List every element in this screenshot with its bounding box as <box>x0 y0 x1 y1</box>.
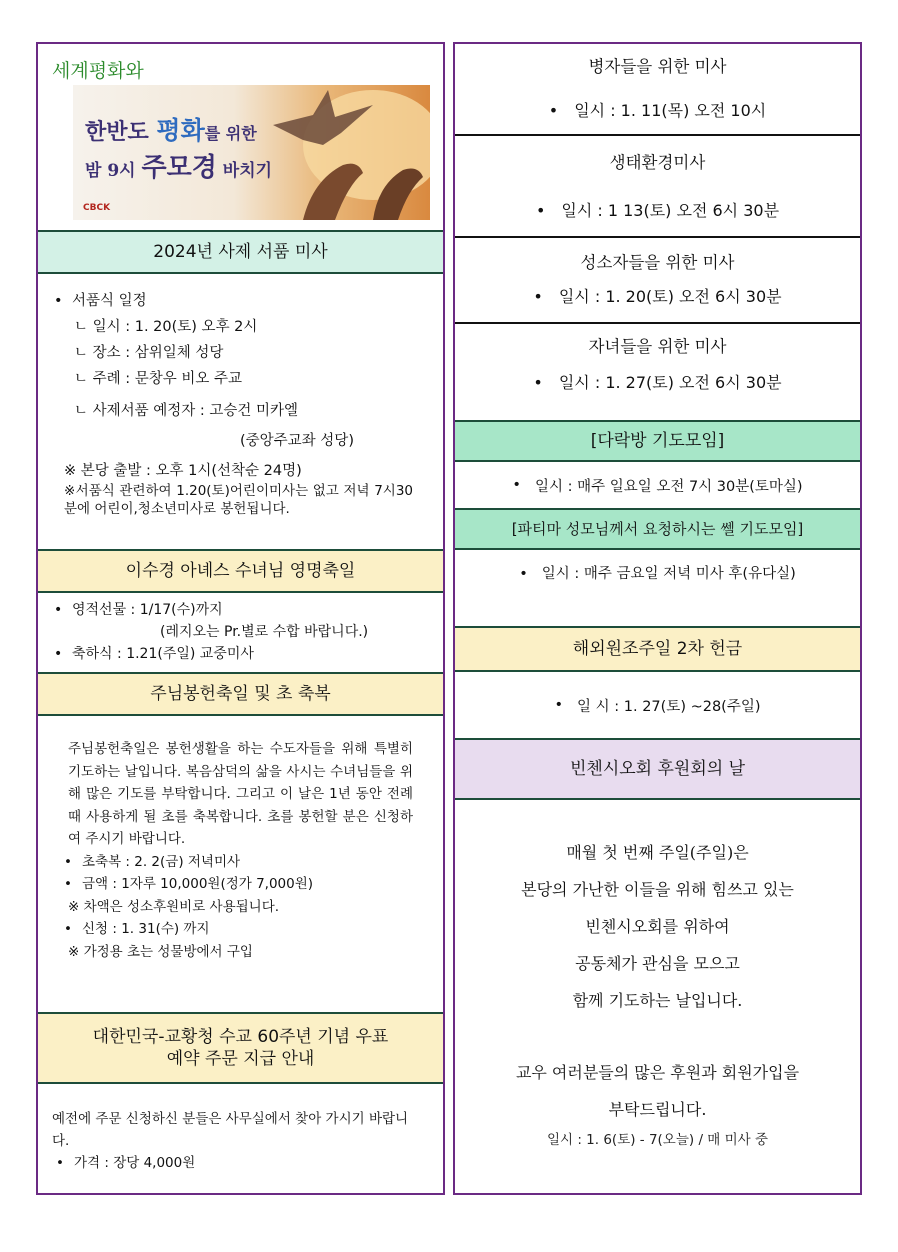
vincent-line-7: 부탁드립니다. <box>608 1100 707 1119</box>
candle-blessing: • 초축복 : 2. 2(금) 저녁미사 <box>60 851 413 874</box>
vocation-mass-box: 성소자들을 위한 미사 • 일시 : 1. 20(토) 오전 6시 30분 <box>455 238 860 324</box>
vocation-mass-title: 성소자들을 위한 미사 <box>580 253 735 272</box>
feast-celebration: • 축하식 : 1.21(주일) 교중미사 <box>50 643 429 665</box>
peace-section <box>38 44 443 230</box>
stamp-body <box>38 1084 443 1193</box>
ordination-presider: ㄴ 주례 : 문창우 비오 주교 <box>74 371 243 387</box>
eco-mass-box: 생태환경미사 • 일시 : 1 13(토) 오전 6시 30분 <box>455 136 860 238</box>
vocation-mass-time: 일시 : 1. 20(토) 오전 6시 30분 <box>558 287 782 306</box>
banner-text-1a: 한반도 <box>85 119 157 145</box>
attic-header <box>455 420 860 462</box>
mission-title: 해외원조주일 2차 헌금 <box>572 639 743 659</box>
vincent-date: 일시 : 1. 6(토) - 7(오늘) / 매 미사 중 <box>546 1132 769 1148</box>
cbck-logo: CBCK <box>83 203 111 213</box>
fatima-title: [파티마 성모님께서 요청하시는 쎌 기도모임] <box>511 520 804 538</box>
ordination-title: 2024년 사제 서품 미사 <box>153 242 328 262</box>
feast-gift: • 영적선물 : 1/17(수)까지 <box>50 599 429 621</box>
sick-mass-box: 병자들을 위한 미사 • 일시 : 1. 11(목) 오전 10시 <box>455 44 860 136</box>
ordination-depart: ※ 본당 출발 : 오후 1시(선착순 24명) <box>64 463 302 479</box>
vincent-line-3: 빈첸시오회를 위하여 <box>585 917 730 936</box>
ordination-header <box>38 230 443 274</box>
candle-price: • 금액 : 1자루 10,000원(정가 7,000원) <box>60 873 413 896</box>
peace-heading: 세계평화와 <box>52 60 144 82</box>
feast-title: 이수경 아녜스 수녀님 영명축일 <box>125 561 356 581</box>
candle-note1: ※ 차액은 성소후원비로 사용됩니다. <box>68 898 280 915</box>
mission-header <box>455 626 860 672</box>
candle-apply: • 신청 : 1. 31(수) 까지 <box>60 918 413 941</box>
candle-title: 주님봉헌축일 및 초 축복 <box>150 684 331 704</box>
ordination-schedule: • 서품식 일정 <box>50 288 423 314</box>
vincent-header <box>455 738 860 800</box>
ordination-candidate: ㄴ 사제서품 예정자 : 고승건 미카엘 <box>74 403 299 419</box>
stamp-title-1: 대한민국-교황청 수교 60주년 기념 우표 <box>92 1027 389 1047</box>
left-column <box>36 42 445 1195</box>
mission-body: • 일 시 : 1. 27(토) ~28(주일) <box>455 672 860 738</box>
children-mass-box: 자녀들을 위한 미사 • 일시 : 1. 27(토) 오전 6시 30분 <box>455 324 860 406</box>
vincent-line-6: 교우 여러분들의 많은 후원과 회원가입을 <box>515 1063 800 1082</box>
vincent-body <box>455 800 860 1193</box>
children-mass-time: 일시 : 1. 27(토) 오전 6시 30분 <box>558 373 782 392</box>
fatima-body: • 일시 : 매주 금요일 저녁 미사 후(유다실) <box>519 566 796 582</box>
feast-header <box>38 549 443 593</box>
fatima-time: 일시 : 매주 금요일 저녁 미사 후(유다실) <box>541 566 796 582</box>
candle-paragraph: 주님봉헌축일은 봉헌생활을 하는 수도자들을 위해 특별히 기도하는 날입니다. 복음삼덕의 삶을 사시는 수녀님들을 위해 많은 기도를 부탁합니다. 그리고 이 날은 1년 동안 전례때 사용하게 될 초를 축복합니다. 초를 봉헌할 분은 신청하여 주시기 바랍니다. <box>68 741 413 847</box>
candle-note2: ※ 가정용 초는 성물방에서 구입 <box>68 943 253 960</box>
banner-text-1c: 를 위한 <box>204 124 257 143</box>
peace-banner <box>73 85 430 220</box>
ordination-body <box>38 274 443 549</box>
right-column <box>453 42 862 1195</box>
candle-body <box>38 716 443 1012</box>
vincent-line-2: 본당의 가난한 이들을 위해 힘쓰고 있는 <box>521 880 794 899</box>
ordination-place: ㄴ 장소 : 삼위일체 성당 <box>74 345 224 361</box>
vincent-title: 빈첸시오회 후원회의 날 <box>569 759 746 779</box>
feast-body <box>38 593 443 672</box>
ordination-cathedral: (중앙주교좌 성당) <box>240 433 354 449</box>
banner-text-2a: 밤 9시 <box>85 161 142 181</box>
eco-mass-time: 일시 : 1 13(토) 오전 6시 30분 <box>561 201 780 220</box>
stamp-header <box>38 1012 443 1084</box>
vincent-line-4: 공동체가 관심을 모으고 <box>575 954 740 973</box>
banner-text-2c: 바치기 <box>216 161 273 181</box>
fatima-header <box>455 508 860 550</box>
candle-header <box>38 672 443 716</box>
children-mass-title: 자녀들을 위한 미사 <box>588 337 727 356</box>
stamp-paragraph: 예전에 주문 신청하신 분들은 사무실에서 찾아 가시기 바랍니다. <box>52 1111 409 1149</box>
ordination-note: ※서품식 관련하여 1.20(토)어린이미사는 없고 저녁 7시30분에 어린이,청소년미사로 봉헌됩니다. <box>64 483 413 517</box>
stamp-price: • 가격 : 장당 4,000원 <box>52 1152 413 1174</box>
sick-mass-title: 병자들을 위한 미사 <box>588 57 727 76</box>
feast-gift-note: (레지오는 Pr.별로 수합 바랍니다.) <box>160 624 369 640</box>
sick-mass-time: 일시 : 1. 11(목) 오전 10시 <box>574 101 767 120</box>
vincent-line-5: 함께 기도하는 날입니다. <box>572 991 743 1010</box>
vincent-line-1: 매월 첫 번째 주일(주일)은 <box>566 843 749 862</box>
attic-title: [다락방 기도모임] <box>590 431 725 451</box>
mission-time: 일 시 : 1. 27(토) ~28(주일) <box>577 698 761 715</box>
attic-time: 일시 : 매주 일요일 오전 7시 30분(토마실) <box>534 478 803 495</box>
ordination-time: ㄴ 일시 : 1. 20(토) 오후 2시 <box>74 319 258 335</box>
attic-body: • 일시 : 매주 일요일 오전 7시 30분(토마실) <box>455 462 860 508</box>
banner-text-1b: 평화 <box>156 116 205 145</box>
banner-text-2b: 주모경 <box>141 153 217 183</box>
stamp-title-2: 예약 주문 지급 안내 <box>166 1049 315 1069</box>
eco-mass-title: 생태환경미사 <box>609 153 706 172</box>
